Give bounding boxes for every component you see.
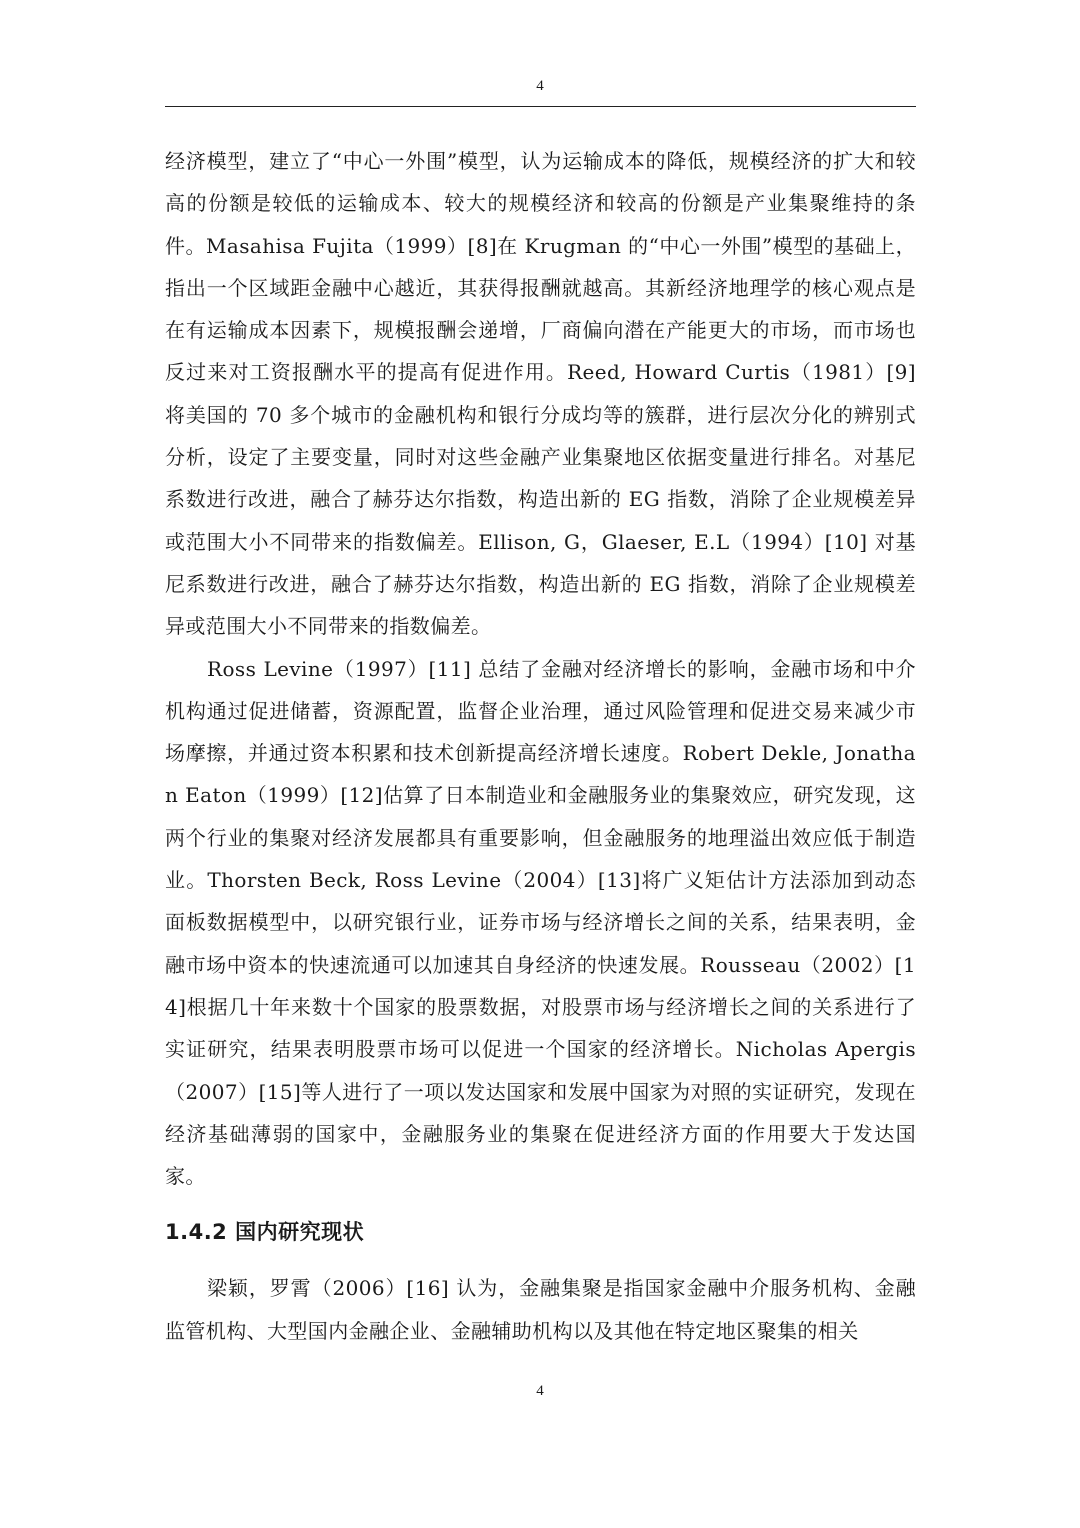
section-heading: 1.4.2 国内研究现状 bbox=[165, 1220, 365, 1245]
document-body bbox=[165, 140, 916, 1352]
footer-page-number: 4 bbox=[536, 1383, 544, 1399]
header-page-number: 4 bbox=[536, 78, 544, 94]
paragraph: 经济模型，建立了“中心一外围”模型，认为运输成本的降低，规模经济的扩大和较高的份额是较低的运输成本、较大的规模经济和较高的份额是产业集聚维持的条件。Masahisa Fujita（1999）[8]在 Krugman 的“中心一外围”模型的基础上，指出一个区域距金融中心越近，其获得报酬就越高。其新经济地理学的核心观点是在有运输成本因素下，规模报酬会递增，厂商偏向潜在产能更大的市场，而市场也反过来对工资报酬水平的提高有促进作用。Reed, Howard Curtis（1981）[9]将美国的 70 多个城市的金融机构和银行分成均等的簇群，进行层次分化的辨别式分析，设定了主要变量，同时对这些金融产业集聚地区依据变量进行排名。对基尼系数进行改进，融合了赫芬达尔指数，构造出新的 EG 指数，消除了企业规模差异或范围大小不同带来的指数偏差。Ellison, G，Glaeser, E.L（1994）[10] 对基尼系数进行改进，融合了赫芬达尔指数，构造出新的 EG 指数，消除了企业规模差异或范围大小不同带来的指数偏差。 bbox=[165, 149, 916, 639]
header-divider bbox=[165, 106, 916, 107]
paragraph: Ross Levine（1997）[11] 总结了金融对经济增长的影响，金融市场和中介机构通过促进储蓄，资源配置，监督企业治理，通过风险管理和促进交易来减少市场摩擦，并通过资本积累和技术创新提高经济增长速度。Robert Dekle, Jonathan Eaton（1999）[12]估算了日本制造业和金融服务业的集聚效应，研究发现，这两个行业的集聚对经济发展都具有重要影响，但金融服务的地理溢出效应低于制造业。Thorsten Beck, Ross Levine（2004）[13]将广义矩估计方法添加到动态面板数据模型中，以研究银行业，证券市场与经济增长之间的关系，结果表明，金融市场中资本的快速流通可以加速其自身经济的快速发展。Rousseau（2002）[14]根据几十年来数十个国家的股票数据，对股票市场与经济增长之间的关系进行了实证研究，结果表明股票市场可以促进一个国家的经济增长。Nicholas Apergis（2007）[15]等人进行了一项以发达国家和发展中国家为对照的实证研究，发现在经济基础薄弱的国家中，金融服务业的集聚在促进经济方面的作用要大于发达国家。 bbox=[165, 656, 916, 1189]
paragraph: 梁颖，罗霄（2006）[16] 认为，金融集聚是指国家金融中介服务机构、金融监管机构、大型国内金融企业、金融辅助机构以及其他在特定地区聚集的相关 bbox=[165, 1276, 916, 1343]
